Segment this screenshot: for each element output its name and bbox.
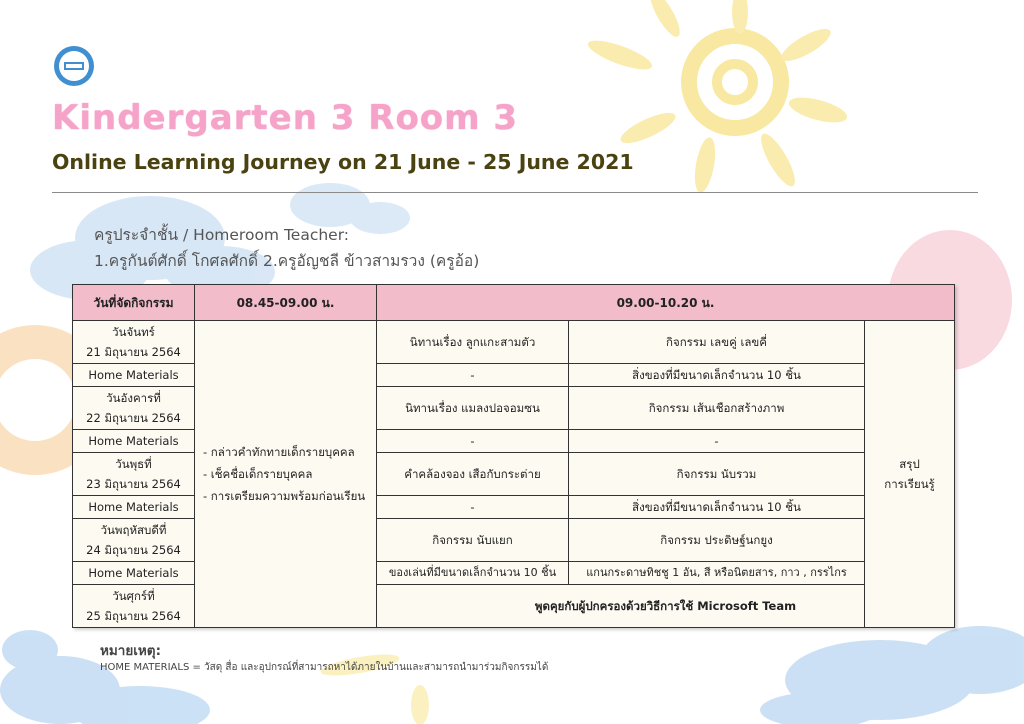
day-name: วันพุธที่ <box>115 456 152 471</box>
materials-cell: - <box>377 496 569 519</box>
teacher-label: ครูประจำชั้น / Homeroom Teacher: <box>94 226 350 244</box>
day-cell <box>73 518 195 561</box>
header-time-1: 08.45-09.00 น. <box>195 285 377 321</box>
activity-cell: กิจกรรม นับรวม <box>569 452 865 495</box>
header-date: วันที่จัดกิจกรรม <box>73 285 195 321</box>
schedule-table <box>72 284 955 628</box>
activity-cell: คำคล้องจอง เสือกับกระต่าย <box>377 452 569 495</box>
day-cell <box>73 321 195 364</box>
day-date: 25 มิถุนายน 2564 <box>86 608 181 623</box>
materials-label: Home Materials <box>73 430 195 453</box>
page-subtitle: Online Learning Journey on 21 June - 25 June 2021 <box>52 150 634 174</box>
materials-label: Home Materials <box>73 496 195 519</box>
activity-cell: นิทานเรื่อง แมลงปอจอมซน <box>377 386 569 429</box>
activity-cell: กิจกรรม นับแยก <box>377 518 569 561</box>
cloud-bottom-right <box>760 626 1024 724</box>
school-logo <box>52 44 96 88</box>
day-date: 23 มิถุนายน 2564 <box>86 476 181 491</box>
divider <box>52 192 978 193</box>
note-label: หมายเหตุ: <box>100 643 161 659</box>
summary-line: สรุป <box>899 457 920 472</box>
activity-cell: นิทานเรื่อง ลูกแกะสามตัว <box>377 321 569 364</box>
day-name: วันอังคารที่ <box>106 391 161 406</box>
day-name: วันจันทร์ <box>112 325 155 340</box>
day-cell <box>73 584 195 627</box>
materials-cell: - <box>377 430 569 453</box>
activity-cell: กิจกรรม เลขคู่ เลขคี่ <box>569 321 865 364</box>
materials-cell: - <box>569 430 865 453</box>
activity-cell: กิจกรรม ประดิษฐ์นกยูง <box>569 518 865 561</box>
note <box>100 642 548 676</box>
table-header-row <box>73 285 955 321</box>
summary-line: การเรียนรู้ <box>884 477 935 492</box>
intro-activities-cell <box>195 321 377 628</box>
intro-item: - กล่าวคำทักทายเด็กรายบุคคล <box>203 445 355 460</box>
friday-activity-cell: พูดคุยกับผู้ปกครองด้วยวิธีการใช้ Microsoft Team <box>377 584 955 627</box>
materials-cell: สิ่งของที่มีขนาดเล็กจำนวน 10 ชิ้น <box>569 364 865 387</box>
note-text: HOME MATERIALS = วัสดุ สื่อ และอุปกรณ์ที่สามารถหาได้ภายในบ้านและสามารถนำมาร่วมกิจกรรมได้ <box>100 662 549 673</box>
page-title: Kindergarten 3 Room 3 <box>52 98 519 138</box>
summary-cell <box>865 321 955 628</box>
day-name: วันศุกร์ที่ <box>112 588 155 603</box>
day-date: 21 มิถุนายน 2564 <box>86 345 181 360</box>
intro-item: - เช็คชื่อเด็กรายบุคคล <box>203 467 313 482</box>
teacher-info <box>94 222 479 274</box>
day-date: 24 มิถุนายน 2564 <box>86 542 181 557</box>
materials-cell: แกนกระดาษทิชชู 1 อัน, สี หรือนิตยสาร, กาว , กรรไกร <box>569 562 865 585</box>
materials-cell: สิ่งของที่มีขนาดเล็กจำนวน 10 ชิ้น <box>569 496 865 519</box>
materials-cell: ของเล่นที่มีขนาดเล็กจำนวน 10 ชิ้น <box>377 562 569 585</box>
teacher-names: 1.ครูกันต์ศักดิ์ โกศลศักดิ์ 2.ครูอัญชลี ข้าวสามรวง (ครูอ้อ) <box>94 252 480 270</box>
activity-cell: กิจกรรม เส้นเชือกสร้างภาพ <box>569 386 865 429</box>
day-cell <box>73 452 195 495</box>
table-row <box>73 321 955 364</box>
materials-cell: - <box>377 364 569 387</box>
day-name: วันพฤหัสบดีที่ <box>100 522 167 537</box>
day-date: 22 มิถุนายน 2564 <box>86 411 181 426</box>
materials-label: Home Materials <box>73 562 195 585</box>
materials-label: Home Materials <box>73 364 195 387</box>
header-time-2: 09.00-10.20 น. <box>377 285 955 321</box>
day-cell <box>73 386 195 429</box>
intro-item: - การเตรียมความพร้อมก่อนเรียน <box>203 489 366 504</box>
